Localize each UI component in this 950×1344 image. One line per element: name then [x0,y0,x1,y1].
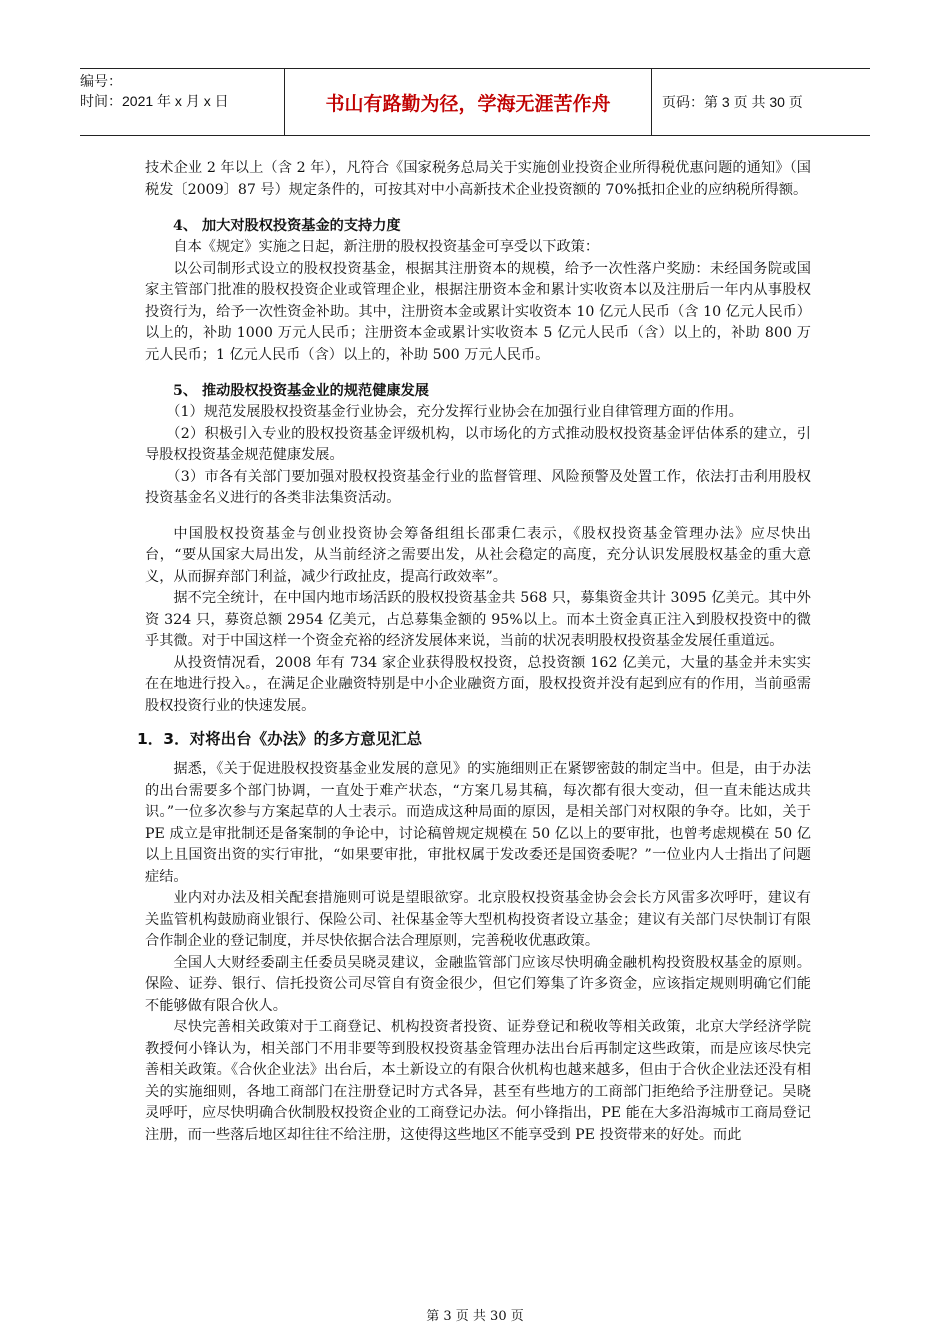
paragraph: 尽快完善相关政策对于工商登记、机构投资者投资、证券登记和税收等相关政策，北京大学经济学院教授何小锋认为，相关部门不用非要等到股权投资基金管理办法出台后再制定这些政策，而是应该尽快完善相关政策。《合伙企业法》出台后，本土新设立的有限合伙机构也越来越多，但由于合伙企业法还没有相关的实施细则，各地工商部门在注册登记时方式各异，甚至有些地方的工商部门拒绝给予注册登记。吴晓灵呼吁，应尽快明确合伙制股权投资企业的工商登记办法。何小锋指出，PE 能在大多沿海城市工商局登记注册，而一些落后地区却往往不给注册，这使得这些地区不能享受到 PE 投资带来的好处。而此 [145,1019,811,1143]
subheading-5: 5、 推动股权投资基金业的规范健康发展 [173,383,429,399]
document-body [137,158,811,1146]
paragraph: 自本《规定》实施之日起，新注册的股权投资基金可享受以下政策： [173,239,600,255]
paragraph: 据不完全统计，在中国内地市场活跃的股权投资基金共 568 只，募集资金共计 3095 亿美元。其中外资 324 只，募资总额 2954 亿美元，占总募集金额的 95%以上。而本土资金真正注入到股权投资中的微乎其微。对于中国这样一个资金充裕的经济发展体来说，当前的状况表明股权投资基金发展任重道远。 [145,590,811,649]
doc-date-label: 时间：2021 年 x 月 x 日 [80,93,229,109]
header-meta [80,69,284,135]
paragraph: （1）规范发展股权投资基金行业协会，充分发挥行业协会在加强行业自律管理方面的作用。 [166,404,743,420]
paragraph: （3）市各有关部门要加强对股权投资基金行业的监督管理、风险预警及处置工作，依法打击利用股权投资基金名义进行的各类非法集资活动。 [145,468,811,506]
page-header [80,68,870,136]
paragraph: 从投资情况看，2008 年有 734 家企业获得股权投资，总投资额 162 亿美元，大量的基金并未实实在在地进行投入。，在满足企业融资特别是中小企业融资方面，股权投资并没有起到应有的作用，当前亟需股权投资行业的快速发展。 [145,654,811,714]
subheading-4: 4、 加大对股权投资基金的支持力度 [173,218,401,234]
page-footer: 第 3 页 共 30 页 [426,1309,524,1324]
section-heading: 1．3．对将出台《办法》的多方意见汇总 [137,730,423,748]
header-page-label: 页码：第 3 页 共 30 页 [662,94,803,110]
paragraph: 中国股权投资基金与创业投资协会筹备组组长邵秉仁表示，《股权投资基金管理办法》应尽快出台，“要从国家大局出发，从当前经济之需要出发，从社会稳定的高度，充分认识发展股权基金的重大意义，从而摒弃部门利益，减少行政扯皮，提高行政效率”。 [145,525,811,585]
paragraph: 以公司制形式设立的股权投资基金，根据其注册资本的规模，给予一次性落户奖励：未经国务院或国家主管部门批准的股权投资企业或管理企业，根据注册资本金和累计实收资本以及注册后一年内从事股权投资行为，给予一次性资金补助。其中，注册资本金或累计实收资本 10 亿元人民币（含 10 亿元人民币）以上的，补助 1000 万元人民币；注册资本金或累计实收资本 5 亿元人民币（含）以上的，补助 800 万元人民币；1 亿元人民币（含）以上的，补助 500 万元人民币。 [145,260,811,363]
paragraph: 业内对办法及相关配套措施则可说是望眼欲穿。北京股权投资基金协会会长方风雷多次呼吁，建议有关监管机构鼓励商业银行、保险公司、社保基金等大型机构投资者设立基金；建议有关部门尽快制订有限合作制企业的登记制度，并尽快依据合法合理原则，完善税收优惠政策。 [145,890,811,949]
paragraph: （2）积极引入专业的股权投资基金评级机构，以市场化的方式推动股权投资基金评估体系的建立，引导股权投资基金规范健康发展。 [145,425,811,463]
paragraph: 全国人大财经委副主任委员吴晓灵建议，金融监管部门应该尽快明确金融机构投资股权基金的原则。保险、证券、银行、信托投资公司尽管自有资金很少，但它们筹集了许多资金，应该指定规则明确它们能不能够做有限合伙人。 [145,954,811,1014]
header-motto: 书山有路勤为径，学海无涯苦作舟 [284,69,652,135]
doc-number-label: 编号： [80,73,122,89]
paragraph-intro: 技术企业 2 年以上（含 2 年），凡符合《国家税务总局关于实施创业投资企业所得税优惠问题的通知》（国税发〔2009〕87 号）规定条件的，可按其对中小高新技术企业投资额的 70%抵扣企业的应纳税所得额。 [145,160,811,198]
paragraph: 据悉，《关于促进股权投资基金业发展的意见》的实施细则正在紧锣密鼓的制定当中。但是，由于办法的出台需要多个部门协调，一直处于难产状态，“方案几易其稿，每次都有很大变动，但一直未能达成共识。”一位多次参与方案起草的人士表示。而造成这种局面的原因，是相关部门对权限的争夺。比如，关于 PE 成立是审批制还是备案制的争论中，讨论稿曾规定规模在 50 亿以上的要审批，也曾考虑规模在 50 亿以上且国资出资的实行审批，“如果要审批，审批权属于发改委还是国资委呢？”一位业内人士指出了问题症结。 [145,761,811,885]
